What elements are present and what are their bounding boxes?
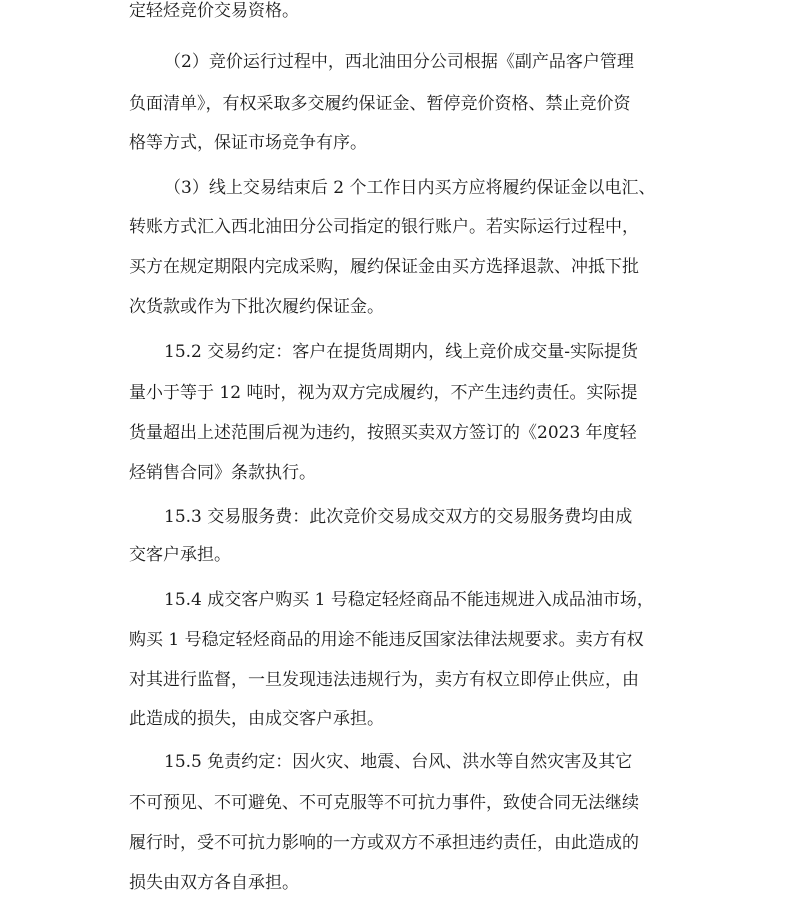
text-line: 次货款或作为下批次履约保证金。 bbox=[129, 297, 384, 317]
text-line: 损失由双方各自承担。 bbox=[129, 873, 299, 893]
text-line: 烃销售合同》条款执行。 bbox=[129, 463, 316, 483]
text-line: 15.2 交易约定：客户在提货周期内，线上竞价成交量-实际提货 bbox=[164, 342, 638, 362]
text-line: 格等方式，保证市场竞争有序。 bbox=[129, 133, 367, 153]
text-line: 履行时，受不可抗力影响的一方或双方不承担违约责任，由此造成的 bbox=[129, 833, 639, 853]
text-line: 不可预见、不可避免、不可克服等不可抗力事件，致使合同无法继续 bbox=[129, 793, 639, 813]
text-line: 货量超出上述范围后视为违约，按照买卖双方签订的《2023 年度轻 bbox=[129, 423, 637, 443]
text-line: 买方在规定期限内完成采购，履约保证金由买方选择退款、冲抵下批 bbox=[129, 257, 639, 277]
text-line: 此造成的损失，由成交客户承担。 bbox=[129, 709, 384, 729]
text-line: 负面清单》，有权采取多交履约保证金、暂停竞价资格、禁止竞价资 bbox=[129, 94, 631, 114]
text-line: 15.3 交易服务费：此次竞价交易成交双方的交易服务费均由成 bbox=[164, 507, 633, 527]
text-line: （3）线上交易结束后 2 个工作日内买方应将履约保证金以电汇、 bbox=[164, 178, 656, 198]
text-line: 量小于等于 12 吨时，视为双方完成履约，不产生违约责任。实际提 bbox=[129, 383, 638, 403]
text-line: 15.4 成交客户购买 1 号稳定轻烃商品不能违规进入成品油市场， bbox=[164, 590, 654, 610]
text-line: （2）竞价运行过程中，西北油田分公司根据《副产品客户管理 bbox=[164, 52, 634, 72]
text-line: 购买 1 号稳定轻烃商品的用途不能违反国家法律法规要求。卖方有权 bbox=[129, 630, 644, 650]
text-line: 15.5 免责约定：因火灾、地震、台风、洪水等自然灾害及其它 bbox=[164, 752, 633, 772]
text-line: 转账方式汇入西北油田分公司指定的银行账户。若实际运行过程中， bbox=[129, 217, 639, 237]
text-line: 对其进行监督，一旦发现违法违规行为，卖方有权立即停止供应，由 bbox=[129, 670, 639, 690]
text-line: 定轻烃竞价交易资格。 bbox=[129, 1, 299, 21]
text-line: 交客户承担。 bbox=[129, 545, 231, 565]
